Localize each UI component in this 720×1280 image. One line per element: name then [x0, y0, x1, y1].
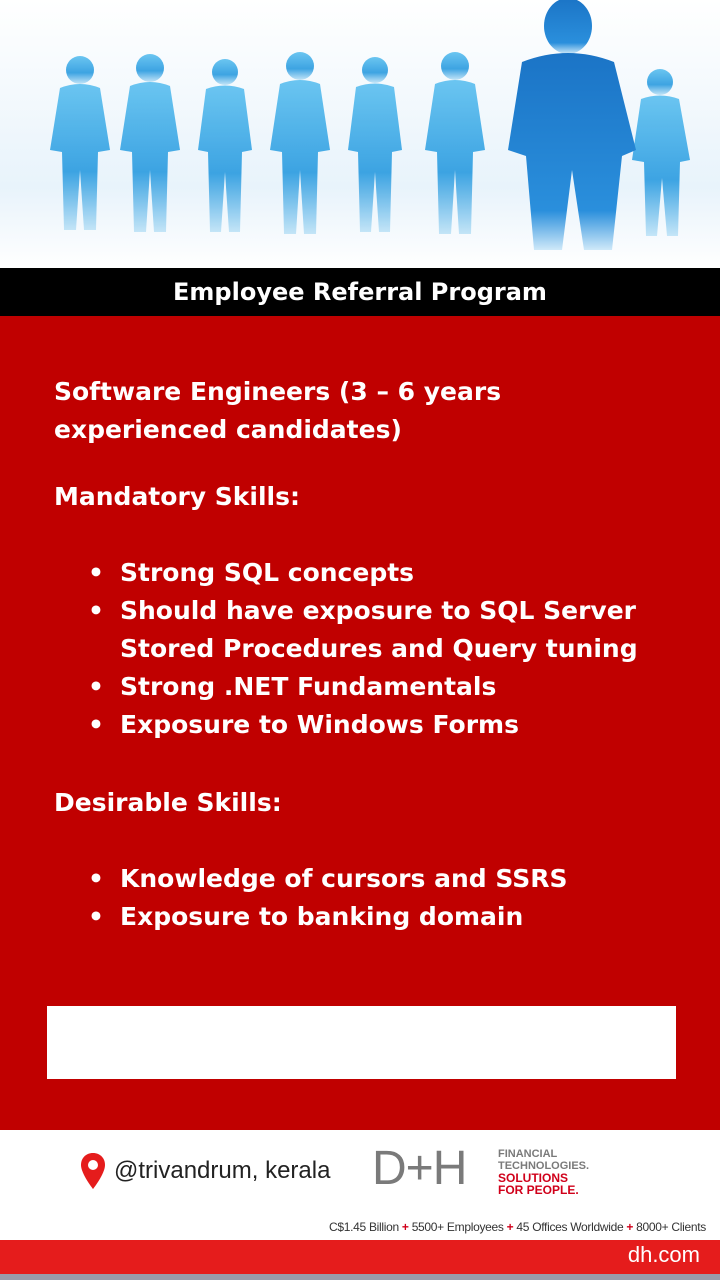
blank-contact-box	[47, 1006, 676, 1079]
skill-text: Strong SQL concepts	[120, 558, 415, 587]
stat-separator: +	[401, 1220, 409, 1234]
skill-text: Exposure to Windows Forms	[120, 710, 519, 739]
footer-bottom-line	[0, 1274, 720, 1280]
stat-employees: 5500+ Employees	[411, 1220, 504, 1234]
stat-offices: 45 Offices Worldwide	[516, 1220, 624, 1234]
bullet-icon: •	[88, 596, 104, 625]
footer-red-bar	[0, 1240, 720, 1274]
logo-tag-line: TECHNOLOGIES.	[498, 1160, 590, 1172]
stat-separator: +	[506, 1220, 514, 1234]
list-item	[54, 706, 654, 744]
hero-image	[0, 0, 720, 268]
job-title: Software Engineers (3 – 6 years experienced candidates)	[54, 377, 502, 444]
list-item	[54, 860, 654, 898]
desirable-skills-list	[54, 860, 654, 936]
logo-tag-line: SOLUTIONS	[498, 1171, 569, 1185]
mandatory-skills-list	[54, 554, 654, 744]
stat-separator: +	[626, 1220, 634, 1234]
skill-text: Knowledge of cursors and SSRS	[120, 864, 568, 893]
desirable-skills-heading: Desirable Skills:	[54, 788, 282, 817]
footer	[0, 1130, 720, 1280]
logo-letters: D+H	[372, 1142, 467, 1195]
skill-text: Exposure to banking domain	[120, 902, 524, 931]
bullet-icon: •	[88, 558, 104, 587]
location-text: @trivandrum, kerala	[114, 1157, 331, 1184]
people-silhouettes-illustration	[0, 0, 720, 268]
logo-tag-line: FOR PEOPLE.	[498, 1183, 579, 1197]
skill-text: Strong .NET Fundamentals	[120, 672, 497, 701]
logo-tagline	[498, 1148, 589, 1196]
program-title-bar	[0, 268, 720, 316]
company-logo	[372, 1142, 632, 1197]
mandatory-skills-heading: Mandatory Skills:	[54, 482, 300, 511]
list-item	[54, 898, 654, 936]
stat-revenue: C$1.45 Billion	[329, 1220, 399, 1234]
list-item	[54, 554, 654, 592]
company-stats	[329, 1220, 706, 1234]
location	[80, 1148, 330, 1194]
bullet-icon: •	[88, 902, 104, 931]
bullet-icon: •	[88, 710, 104, 739]
website-link[interactable]: dh.com	[627, 1242, 700, 1267]
logo-tag-line: FINANCIAL	[498, 1148, 558, 1160]
bullet-icon: •	[88, 672, 104, 701]
location-pin-icon	[80, 1152, 106, 1190]
job-details-panel	[0, 316, 720, 1130]
list-item	[54, 668, 654, 706]
stat-clients: 8000+ Clients	[636, 1220, 706, 1234]
skill-text: Should have exposure to SQL Server Stored Procedures and Query tuning	[120, 596, 638, 663]
bullet-icon: •	[88, 864, 104, 893]
program-title: Employee Referral Program	[173, 278, 547, 306]
list-item	[54, 592, 654, 668]
